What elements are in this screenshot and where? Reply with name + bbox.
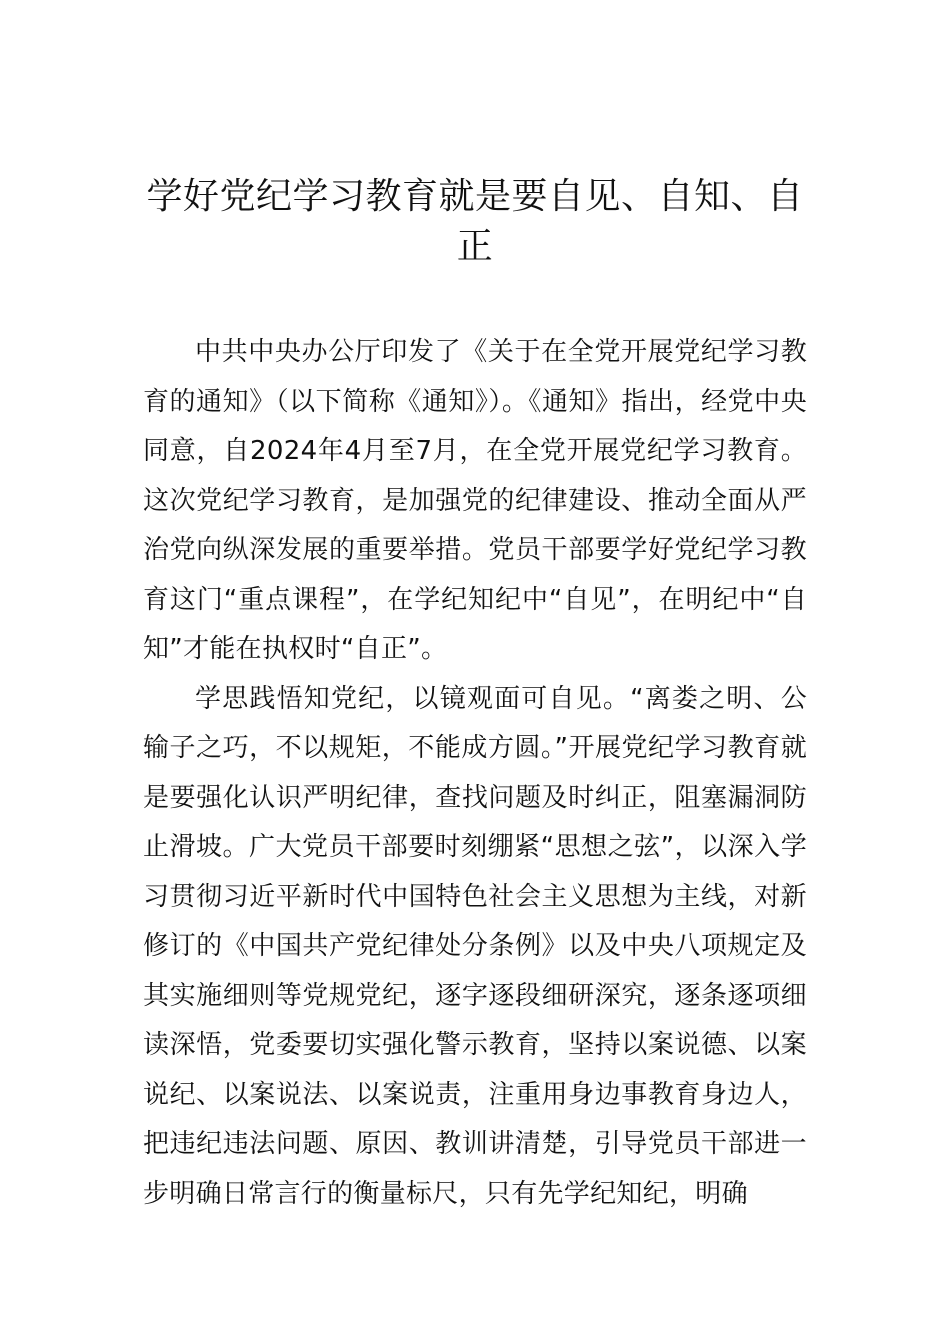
document-title: 学好党纪学习教育就是要自见、自知、自正 [146, 176, 804, 267]
body-paragraph-2: 学思践悟知党纪，以镜观面可自见。“离娄之明、公输子之巧，不以规矩，不能成方圆。”开展党纪学习教育就是要强化认识严明纪律，查找问题及时纠正，阻塞漏洞防止滑坡。广大党员干部要时刻绷紧“思想之弦”，以深入学习贯彻习近平新时代中国特色社会主义思想为主线，对新修订的《中国共产党纪律处分条例》以及中央八项规定及其实施细则等党规党纪，逐字逐段细研深究，逐条逐项细读深悟，党委要切实强化警示教育，坚持以案说德、以案说纪、以案说法、以案说责，注重用身边事教育身边人，把违纪违法问题、原因、教训讲清楚，引导党员干部进一步明确日常言行的衡量标尺，只有先学纪知纪，明确 [143, 683, 807, 1209]
body-paragraph-1: 中共中央办公厅印发了《关于在全党开展党纪学习教育的通知》（以下简称《通知》）。《通知》指出，经党中央同意，自2024年4月至7月，在全党开展党纪学习教育。这次党纪学习教育，是加强党的纪律建设、推动全面从严治党向纵深发展的重要举措。党员干部要学好党纪学习教育这门“重点课程”，在学纪知纪中“自见”，在明纪中“自知”才能在执权时“自正”。 [143, 337, 807, 664]
document-body [143, 328, 807, 1219]
